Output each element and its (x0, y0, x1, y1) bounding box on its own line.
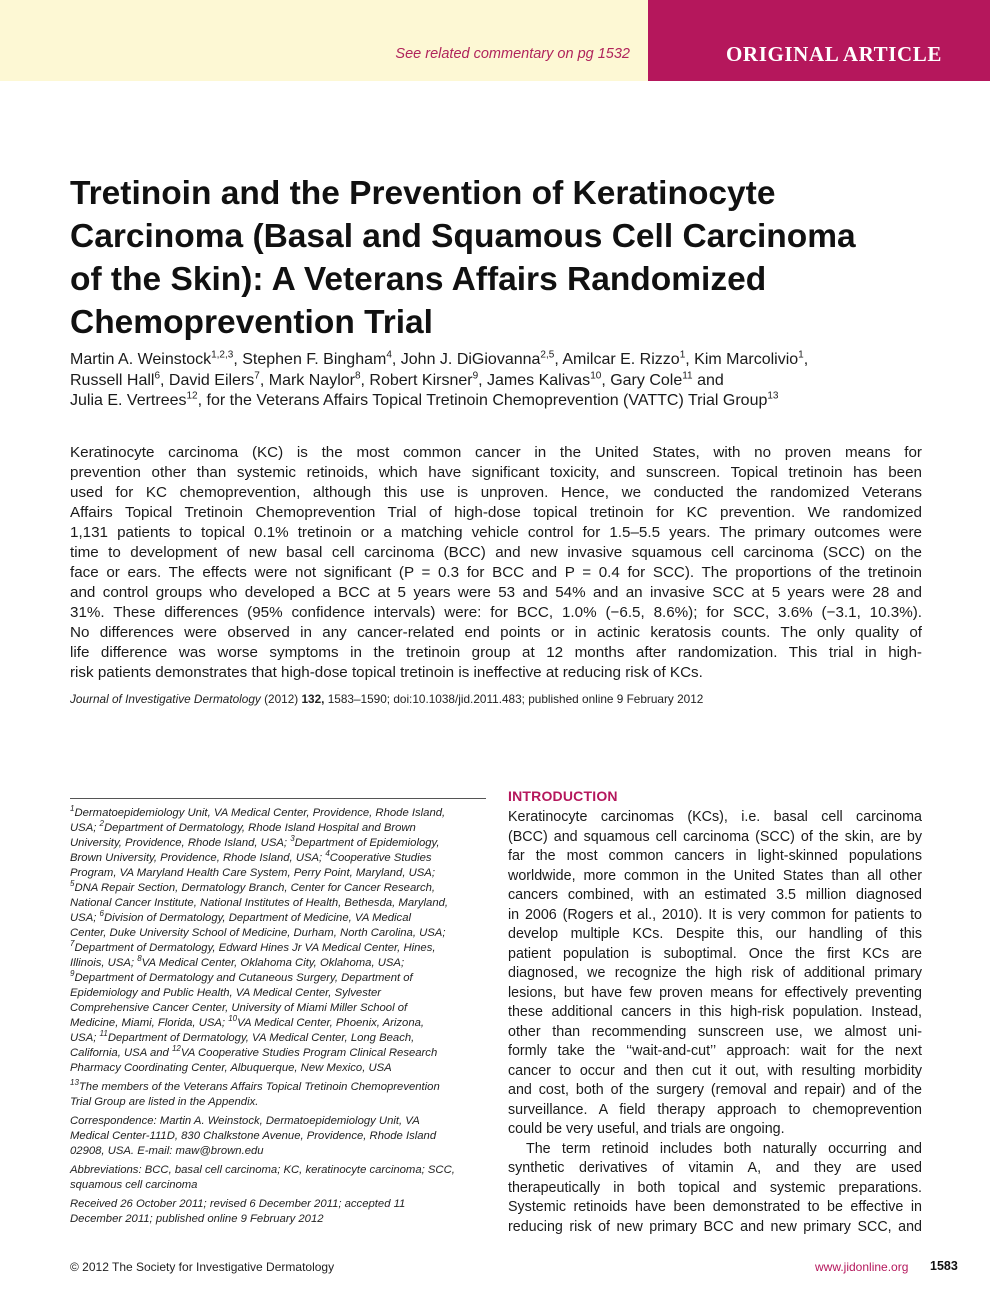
author-superscript: 12 (186, 390, 198, 402)
author-text: , David Eilers (160, 371, 255, 389)
intro-line: these additional cancers in this high-risk population. Instead, (508, 1004, 922, 1020)
abstract-line: time to development of new basal cell carcinoma (BCC) and new invasive squamous cell carcinoma (SCC) on the (70, 544, 922, 561)
affiliation-text: Department of Epidemiology, (294, 837, 440, 849)
correspondence (70, 1114, 488, 1159)
article-title (70, 172, 910, 344)
footnote-line (70, 836, 488, 851)
author-text: , Gary Cole (601, 371, 683, 389)
affiliation-text: Department of Dermatology, Edward Hines Jr VA Medical Center, Hines, (74, 942, 436, 954)
affiliation-superscript: 2 (99, 819, 104, 829)
abstract-line: No differences were observed in any cancer-related end points or in actinic keratosis counts. The only quality of (70, 624, 922, 641)
footnote-line (70, 851, 488, 866)
intro-line: and cost, both of the surgery (removal and repair) and of the (508, 1082, 922, 1098)
affiliation-text: Department of Dermatology, Rhode Island Hospital and Brown (103, 822, 416, 834)
author-superscript: 11 (682, 370, 693, 382)
abstract-line: 31%. These differences (95% confidence intervals) were: for BCC, 1.0% (−6.5, 8.6%); for SCC, 3.6% (−3.1, 10.3%). (70, 604, 922, 621)
affiliation-text: VA Medical Center, Phoenix, Arizona, (237, 1017, 425, 1029)
related-commentary-link[interactable]: See related commentary on pg 1532 (395, 46, 630, 62)
abstract-line: prevention other than systemic retinoids, which have significant toxicity, and sunscreen. Topical tretinoin has been (70, 464, 922, 481)
footnote-line: Correspondence: Martin A. Weinstock, Dermatoepidemiology Unit, VA (70, 1115, 420, 1127)
footnote-line (70, 956, 488, 971)
affiliation-superscript: 6 (99, 909, 104, 919)
footnote-line (70, 1046, 488, 1061)
author-text: Julia E. Vertrees (70, 392, 187, 409)
footnote-divider (70, 798, 486, 799)
author-line (70, 350, 930, 371)
footnote-line (70, 1061, 488, 1076)
affiliation-text: Division of Dermatology, Department of Medicine, VA Medical (103, 912, 411, 924)
affiliation-text: Comprehensive Cancer Center, University of Miami Miller School of (70, 1002, 408, 1014)
intro-line: synthetic derivatives of vitamin A, and they are used (508, 1160, 922, 1176)
footnote-line: 02908, USA. E-mail: maw@brown.edu (70, 1145, 264, 1157)
affiliation-text: USA; (70, 912, 100, 924)
affiliation-text: Program, VA Maryland Health Care System, Perry Point, Maryland, USA; (70, 867, 435, 879)
footnotes (70, 806, 488, 1231)
abstract-line: life difference was worse symptoms in the tretinoin group at 12 months after randomization. This trial in high- (70, 644, 922, 661)
author-superscript: 10 (590, 370, 602, 382)
intro-line: Keratinocyte carcinomas (KCs), i.e. basal cell carcinoma (508, 809, 922, 825)
author-text: , Robert Kirsner (360, 371, 473, 389)
footnote-line: squamous cell carcinoma (70, 1179, 198, 1191)
author-superscript: 2,5 (540, 349, 555, 361)
affiliation-text: Department of Dermatology, VA Medical Center, Long Beach, (107, 1032, 415, 1044)
footnote-line (70, 1016, 488, 1031)
footnote-line: December 2011; published online 9 February 2012 (70, 1213, 324, 1225)
affiliation-text: National Cancer Institute, National Institutes of Health, Bethesda, Maryland, (70, 897, 449, 909)
abbreviations (70, 1163, 488, 1193)
abstract-line: used for KC chemoprevention, although this use is unproven. Hence, we conducted the randomized Veterans (70, 484, 922, 501)
header-band (0, 0, 648, 81)
footnote-line (70, 881, 488, 896)
affiliation-superscript: 5 (70, 879, 75, 889)
author-text: Martin A. Weinstock (70, 351, 212, 368)
footnote-line: Abbreviations: BCC, basal cell carcinoma; KC, keratinocyte carcinoma; SCC, (70, 1164, 455, 1176)
page-number: 1583 (930, 1259, 958, 1273)
intro-line: in 2006 (Rogers et al., 2010). It is very common for patients to (508, 906, 922, 923)
author-text: and (692, 371, 724, 389)
author-superscript: 9 (472, 370, 479, 382)
affiliation-text: California, USA and (70, 1047, 172, 1059)
affiliation-text: Trial Group are listed in the Appendix. (70, 1096, 259, 1108)
abstract-line: and control groups who developed a BCC at 5 years were 53 and 54% and an invasive SCC at 5 years were 28 and (70, 584, 922, 601)
footnote-line (70, 911, 488, 926)
author-list (70, 350, 930, 412)
abstract-line: Keratinocyte carcinoma (KC) is the most common cancer in the United States, with no proven means for (70, 444, 922, 461)
affiliation-text: USA; (70, 822, 100, 834)
affiliation-text: Center, Duke University School of Medicine, Durham, North Carolina, USA; (70, 927, 446, 939)
abstract-line: 1,131 patients to topical 0.1% tretinoin or a matching vehicle control for 1.5–5.5 years. The primary outcomes were (70, 524, 922, 541)
author-superscript: 1,2,3 (211, 349, 234, 361)
trial-group-note (70, 1080, 488, 1110)
affiliation-superscript: 1 (70, 804, 75, 814)
title-line: of the Skin): A Veterans Affairs Randomized (70, 261, 767, 298)
affiliation-text: Cooperative Studies (329, 852, 432, 864)
affiliation-text: DNA Repair Section, Dermatology Branch, Center for Cancer Research, (74, 882, 436, 894)
author-text: , Stephen F. Bingham (233, 351, 387, 368)
journal-name: Journal of Investigative Dermatology (70, 692, 261, 706)
intro-line: other than recommending sunscreen use, we almost uni- (508, 1023, 922, 1040)
abstract-line: risk patients demonstrates that high-dose topical tretinoin is ineffective at reducing risk of KCs. (70, 664, 703, 681)
article-type-label: ORIGINAL ARTICLE (648, 0, 990, 81)
author-superscript: 8 (354, 370, 361, 382)
intro-line: The term retinoid includes both naturally occurring and (526, 1140, 922, 1157)
footnote-line (70, 971, 488, 986)
footnote-line (70, 926, 488, 941)
intro-line: worldwide, more common in the United States than all other (508, 867, 922, 884)
author-superscript: 7 (254, 370, 260, 382)
affiliation-text: Department of Dermatology and Cutaneous Surgery, Department of (74, 972, 413, 984)
affiliations (70, 806, 488, 1076)
footnote-line (70, 896, 488, 911)
abstract-line: face or ears. The effects were not significant (P = 0.3 for BCC and P = 0.4 for SCC). The proportions of the tretinoin (70, 564, 922, 581)
affiliation-superscript: 7 (70, 939, 75, 949)
footnote-line (70, 866, 488, 881)
affiliation-superscript: 12 (171, 1044, 181, 1054)
author-text: , for the Veterans Affairs Topical Tretinoin Chemoprevention (VATTC) Trial Group (197, 392, 768, 409)
author-text: , John J. DiGiovanna (391, 351, 541, 368)
author-text: , Mark Naylor (259, 371, 355, 389)
intro-line: far the most common cancers in light-skinned populations (508, 848, 922, 864)
intro-line: Systemic retinoids have been demonstrated to be effective in (508, 1199, 922, 1215)
abstract (70, 443, 922, 683)
intro-line: (BCC) and squamous cell carcinoma (SCC) of the skin, are by (508, 828, 922, 845)
footnote-line (70, 986, 488, 1001)
author-line (70, 391, 930, 412)
author-text: , James Kalivas (478, 371, 591, 389)
affiliation-text: Medicine, Miami, Florida, USA; (70, 1017, 229, 1029)
journal-citation (70, 692, 703, 706)
intro-line: cancers combined, with an estimated 3.5 million diagnosed (508, 887, 922, 903)
author-superscript: 1 (679, 349, 686, 361)
title-line: Tretinoin and the Prevention of Keratinocyte (70, 175, 776, 212)
affiliation-superscript: 11 (99, 1029, 108, 1039)
citation-volume: 132, (301, 692, 325, 706)
received-dates (70, 1197, 488, 1227)
affiliation-text: Dermatoepidemiology Unit, VA Medical Center, Providence, Rhode Island, (74, 807, 446, 819)
affiliation-superscript: 8 (137, 954, 142, 964)
title-line: Chemoprevention Trial (70, 304, 433, 341)
intro-line: cancer to occur and then cut it out, with resulting morbidity (508, 1062, 922, 1079)
footnote-line (70, 1080, 488, 1095)
affiliation-text: Brown University, Providence, Rhode Island, USA; (70, 852, 326, 864)
affiliation-text: University, Providence, Rhode Island, USA; (70, 837, 291, 849)
affiliation-text: Pharmacy Coordinating Center, Albuquerque, New Mexico, USA (70, 1062, 392, 1074)
footnote-line (70, 941, 488, 956)
author-line (70, 371, 930, 392)
affiliation-text: VA Medical Center, Oklahoma City, Oklahoma, USA; (141, 957, 405, 969)
footnote-line: Received 26 October 2011; revised 6 December 2011; accepted 11 (70, 1198, 406, 1210)
author-text: , (803, 351, 809, 368)
author-text: Russell Hall (70, 371, 155, 389)
footnote-line (70, 1095, 488, 1110)
title-line: Carcinoma (Basal and Squamous Cell Carcinoma (70, 218, 856, 255)
intro-line: therapeutically in both topical and systemic preparations. (508, 1179, 922, 1196)
author-text: , Amilcar E. Rizzo (554, 351, 680, 368)
footnote-line (70, 1001, 488, 1016)
footnote-line (70, 821, 488, 836)
author-superscript: 1 (798, 349, 804, 361)
affiliation-superscript: 3 (290, 834, 295, 844)
affiliation-text: Illinois, USA; (70, 957, 138, 969)
copyright: © 2012 The Society for Investigative Dermatology (70, 1260, 335, 1274)
affiliation-text: VA Cooperative Studies Program Clinical Research (180, 1047, 438, 1059)
affiliation-superscript: 4 (325, 849, 330, 859)
author-superscript: 6 (154, 370, 161, 382)
intro-line: lesions, but have few proven means for effectively preventing (508, 984, 922, 1001)
journal-url-link[interactable]: www.jidonline.org (815, 1260, 909, 1274)
affiliation-superscript: 10 (228, 1014, 238, 1024)
intro-line: reducing risk of new primary BCC and new primary SCC, and (508, 1218, 922, 1235)
author-superscript: 13 (767, 390, 779, 402)
affiliation-superscript: 13 (70, 1078, 79, 1088)
footnote-line (70, 806, 488, 821)
intro-line: surveillance. A field therapy approach to chemoprevention (508, 1101, 922, 1118)
footnote-line (70, 1031, 488, 1046)
intro-line: formly take the ‘‘wait-and-cut’’ approach: wait for the next (508, 1043, 922, 1059)
citation-details: 1583–1590; doi:10.1038/jid.2011.483; published online 9 February 2012 (324, 692, 704, 706)
intro-line: develop multiple KCs. Despite this, our handling of this (508, 926, 922, 942)
intro-line: diagnosed, we recognize the high risk of additional primary (508, 965, 922, 981)
citation-year: (2012) (260, 692, 302, 706)
affiliation-text: Epidemiology and Public Health, VA Medical Center, Sylvester (70, 987, 382, 999)
affiliation-text: The members of the Veterans Affairs Topical Tretinoin Chemoprevention (78, 1081, 440, 1093)
section-heading-introduction: INTRODUCTION (508, 788, 618, 804)
intro-line: could be very useful, and trials are ongoing. (508, 1121, 785, 1137)
author-superscript: 4 (386, 349, 392, 361)
intro-line: patient population is suboptimal. Once the first KCs are (508, 945, 922, 962)
abstract-line: Affairs Topical Tretinoin Chemoprevention Trial of high-dose topical tretinoin for KC prevention. We randomized (70, 504, 922, 521)
author-text: , Kim Marcolivio (685, 351, 799, 368)
affiliation-superscript: 9 (70, 969, 75, 979)
affiliation-text: USA; (70, 1032, 100, 1044)
footnote-line: Medical Center-111D, 830 Chalkstone Avenue, Providence, Rhode Island (70, 1130, 437, 1142)
introduction-text (508, 808, 922, 1237)
